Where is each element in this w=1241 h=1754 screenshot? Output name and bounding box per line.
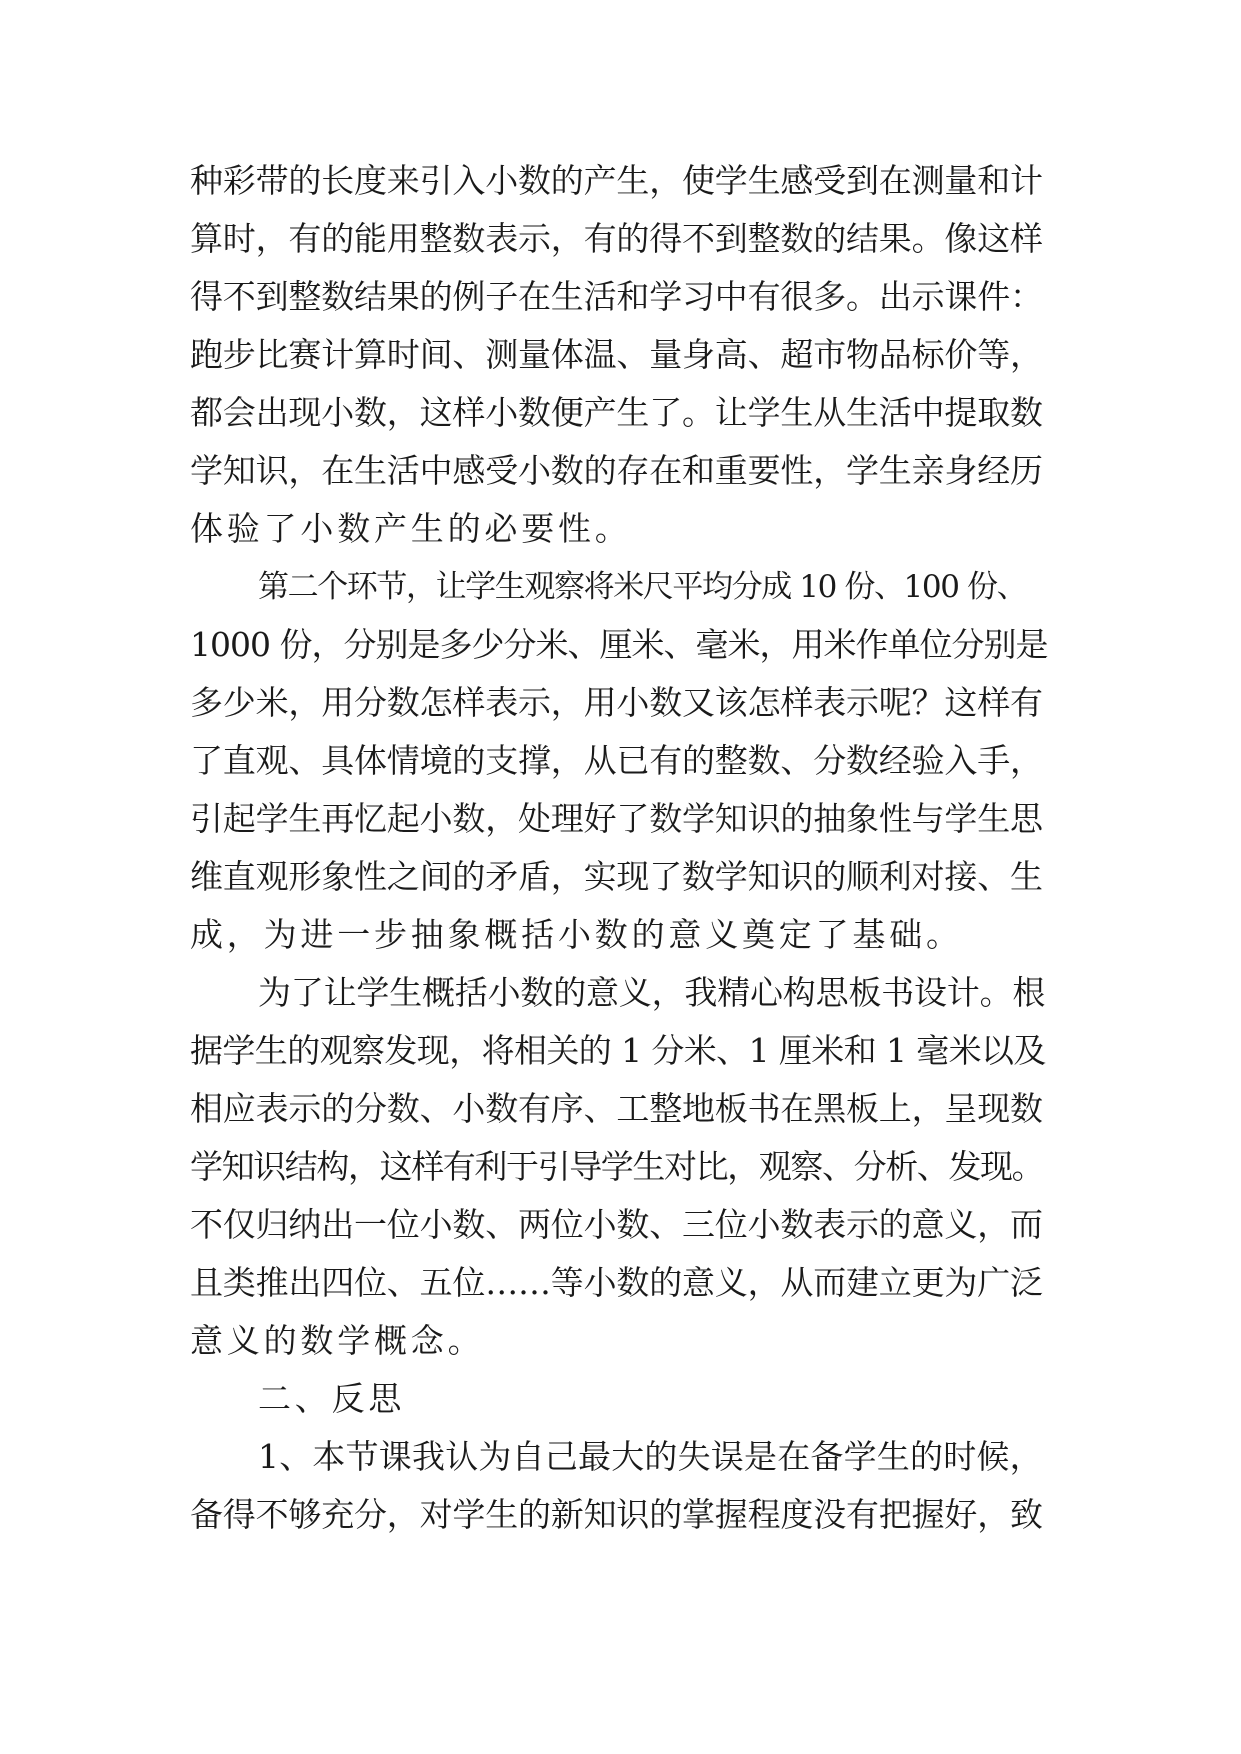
text-line-4: 跑步比赛计算时间、测量体温、量身高、超市物品标价等， <box>190 335 1043 374</box>
section-heading: 二、反思 <box>258 1379 406 1418</box>
text-line-9: 1000 份，分别是多少分米、厘米、毫米，用米作单位分别是 <box>190 625 1048 664</box>
text-line-23: 1、本节课我认为自己最大的失误是在备学生的时候， <box>258 1437 1043 1476</box>
text-line-15: 为了让学生概括小数的意义，我精心构思板书设计。根 <box>258 973 1046 1012</box>
text-line-10: 多少米，用分数怎样表示，用小数又该怎样表示呢？这样有 <box>190 683 1043 722</box>
text-line-19: 不仅归纳出一位小数、两位小数、三位小数表示的意义，而 <box>190 1205 1043 1244</box>
text-line-16: 据学生的观察发现，将相关的 1 分米、1 厘米和 1 毫米以及 <box>190 1031 1046 1070</box>
text-line-18: 学知识结构，这样有利于引导学生对比，观察、分析、发现。 <box>190 1147 1044 1186</box>
text-line-5: 都会出现小数，这样小数便产生了。让学生从生活中提取数 <box>190 393 1043 432</box>
text-line-13: 维直观形象性之间的矛盾，实现了数学知识的顺利对接、生 <box>190 857 1043 896</box>
text-line-17: 相应表示的分数、小数有序、工整地板书在黑板上，呈现数 <box>190 1089 1043 1128</box>
text-line-2: 算时，有的能用整数表示，有的得不到整数的结果。像这样 <box>190 219 1043 258</box>
text-line-12: 引起学生再忆起小数，处理好了数学知识的抽象性与学生思 <box>190 799 1043 838</box>
text-line-7: 体验了小数产生的必要性。 <box>190 509 632 548</box>
text-line-8: 第二个环节，让学生观察将米尺平均分成 10 份、100 份、 <box>258 569 1027 605</box>
text-line-24: 备得不够充分，对学生的新知识的掌握程度没有把握好，致 <box>190 1495 1043 1534</box>
text-line-6: 学知识，在生活中感受小数的存在和重要性，学生亲身经历 <box>190 451 1043 490</box>
text-line-1: 种彩带的长度来引入小数的产生，使学生感受到在测量和计 <box>190 161 1043 200</box>
text-line-14: 成，为进一步抽象概括小数的意义奠定了基础。 <box>190 915 963 954</box>
text-line-21: 意义的数学概念。 <box>190 1321 485 1360</box>
text-line-11: 了直观、具体情境的支撑，从已有的整数、分数经验入手， <box>190 741 1043 780</box>
text-line-3: 得不到整数结果的例子在生活和学习中有很多。出示课件： <box>190 277 1043 316</box>
text-line-20: 且类推出四位、五位……等小数的意义，从而建立更为广泛 <box>190 1263 1043 1302</box>
